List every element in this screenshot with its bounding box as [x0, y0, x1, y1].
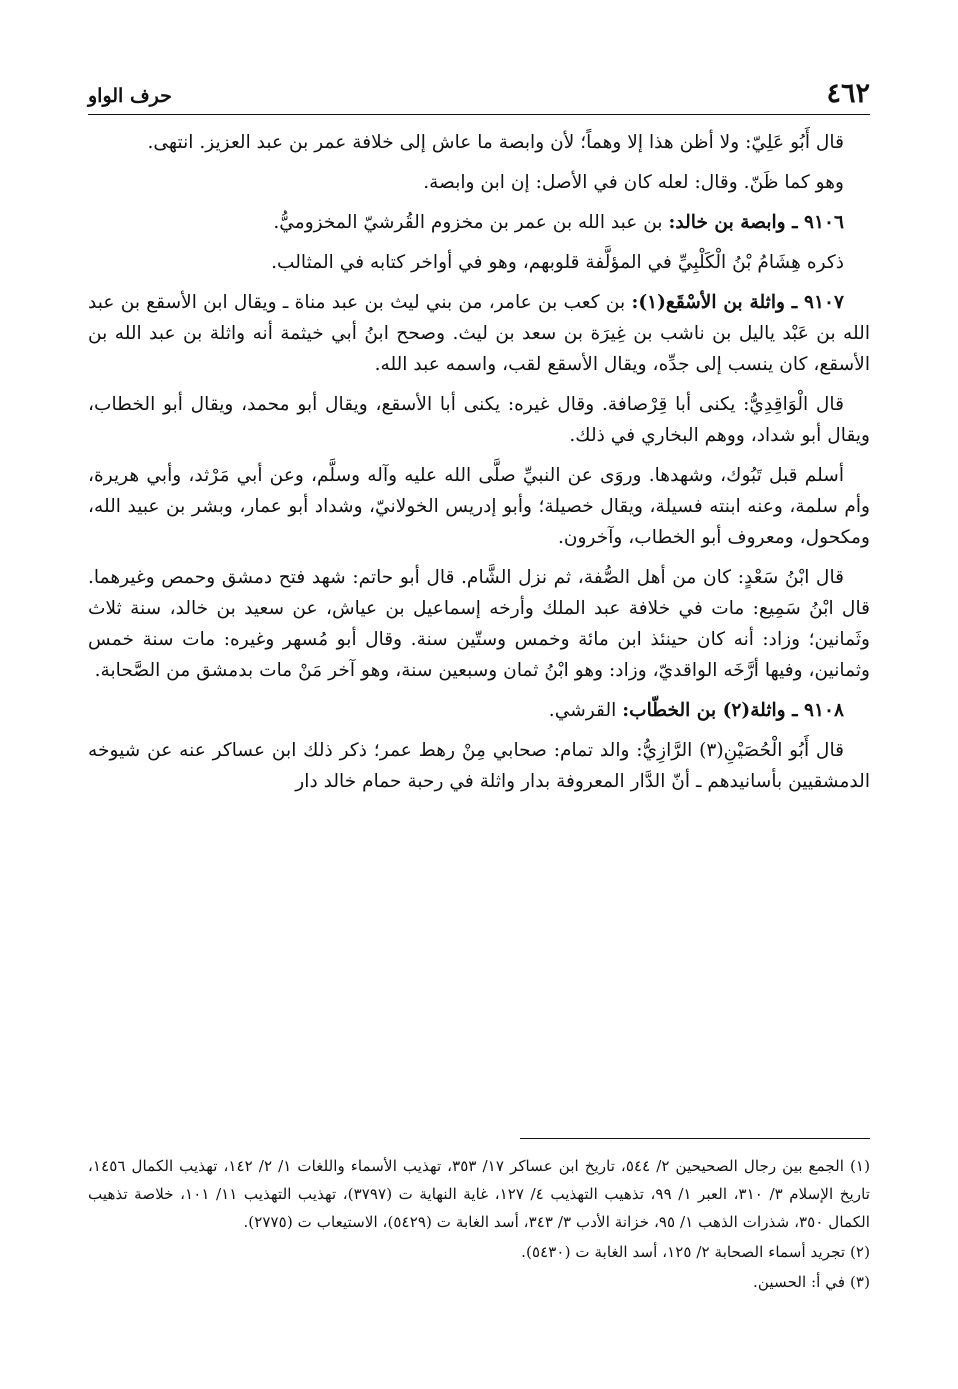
entry-text: بن كعب بن عامر، من بني ليث بن عبد مناة ـ ويقال ابن الأسقع بن عبد الله بن عَبْد ياليل بن ناشب بن غِيرَة بن سعد بن ليث. وصحح ابنُ أبي خيثمة أنه واثلة بن عبد الله بن الأسقع، كان ينسب إلى جدِّه، ويقال الأسقع لقب، واسمه عبد الله. — [88, 292, 870, 375]
paragraph — [88, 127, 870, 158]
paragraph — [88, 167, 870, 198]
paragraph — [88, 389, 870, 451]
entry-text: القرشي. — [548, 700, 623, 721]
paragraph-text: قال أَبُو الْحُصَيْنِ(٣) الرَّازِيُّ: والد تمام: صحابي مِنْ رهط عمر؛ ذكر ذلك ابن عساكر عنه عن شيوخه الدمشقيين بأسانيدهم ـ أنّ الدَّار المعروفة بدار واثلة في رحبة حمام خالد دار — [88, 740, 870, 792]
entry-heading: ٩١٠٨ ـ واثلة(٢) بن الخطّاب: — [622, 700, 844, 721]
paragraph — [88, 460, 870, 553]
footnote-3: (٣) في أ: الحسين. — [753, 1273, 870, 1291]
paragraph-text: قال أَبُو عَلِيّ: ولا أظن هذا إلا وهماً؛ لأن وابصة ما عاش إلى خلافة عمر بن عبد العزيز. انتهى. — [147, 132, 844, 153]
main-text — [88, 127, 870, 797]
paragraph — [88, 247, 870, 278]
paragraph-text: ذكره هِشَامُ بْنُ الْكَلْبِيِّ في المؤلَّفة قلوبهم، وهو في أواخر كتابه في المثالب. — [271, 252, 844, 273]
entry-heading: ٩١٠٦ ـ وابصة بن خالد: — [668, 212, 844, 233]
entry-9107 — [88, 287, 870, 380]
paragraph-text: وهو كما ظَنّ. وقال: لعله كان في الأصل: إن ابن وابصة. — [423, 172, 844, 193]
page-number: ٤٦٢ — [826, 78, 870, 109]
entry-9108 — [88, 695, 870, 726]
footnote-1: (١) الجمع بين رجال الصحيحين ٢/ ٥٤٤، تاريخ ابن عساكر ١٧/ ٣٥٣، تهذيب الأسماء واللغات ١/ ٢/ ١٤٢، تهذيب الكمال ١٤٥٦، تاريخ الإسلام ٣/ ٣١٠، العبر ١/ ٩٩، تذهيب التهذيب ٤/ ١٢٧، غاية النهاية ت (٣٧٩٧)، تهذيب التهذيب ١١/ ١٠١، خلاصة تذهيب الكمال ٣٥٠، شذرات الذهب ١/ ٩٥، خزانة الأدب ٣/ ٣٤٣، أسد الغابة ت (٥٤٢٩)، الاستيعاب ت (٢٧٧٥). — [88, 1157, 871, 1231]
paragraph-text: أسلم قبل تَبُوك، وشهدها. وروَى عن النبيِّ صلَّى الله عليه وآله وسلَّم، وعن أبي مَرْثد، وأبي هريرة، وأم سلمة، وعنه ابنته فسيلة، ويقال خصيلة؛ وأبو إدريس الخولانيّ، وشداد أبو عمار، وبشر بن عبيد الله، ومكحول، ومعروف أبو الخطاب، وآخرون. — [88, 465, 870, 548]
paragraph — [88, 735, 870, 797]
entry-9106 — [88, 207, 870, 238]
book-page — [88, 78, 870, 1358]
paragraph — [88, 562, 870, 686]
entry-text: بن عبد الله بن عمر بن مخزوم القُرشيّ المخزوميُّ. — [273, 212, 669, 233]
footnote-2: (٢) تجريد أسماء الصحابة ٢/ ١٢٥، أسد الغابة ت (٥٤٣٠). — [521, 1243, 870, 1261]
running-title: حرف الواو — [88, 85, 172, 107]
footnotes — [88, 1152, 870, 1298]
entry-heading: ٩١٠٧ ـ واثلة بن الأسْقَع(١): — [631, 292, 844, 313]
page-header — [88, 78, 870, 115]
footnote-divider — [520, 1138, 870, 1139]
paragraph-text: قال الْوَاقِدِيُّ: يكنى أبا قِرْصافة. وقال غيره: يكنى أبا الأسقع، ويقال أبو محمد، ويقال أبو الخطاب، ويقال أبو شداد، ووهم البخاري في ذلك. — [88, 394, 870, 446]
paragraph-text: قال ابْنُ سَعْدٍ: كان من أهل الصُّفة، ثم نزل الشَّام. قال أبو حاتم: شهد فتح دمشق وحمص وغيرهما. قال ابْنُ سَمِيع: مات في خلافة عبد الملك وأرخه إسماعيل بن عياش، عن سعيد بن خالد، سنة ثلاث وثَمانين؛ وزاد: أنه كان حينئذ ابن مائة وخمس وستّين سنة. وقال أبو مُسهر وغيره: مات سنة خمس وثمانين، وفيها أرَّخَه الواقديّ، وزاد: وهو ابْنُ ثمان وسبعين سنة، وهو آخر مَنْ مات بدمشق من الصَّحابة. — [88, 567, 870, 681]
